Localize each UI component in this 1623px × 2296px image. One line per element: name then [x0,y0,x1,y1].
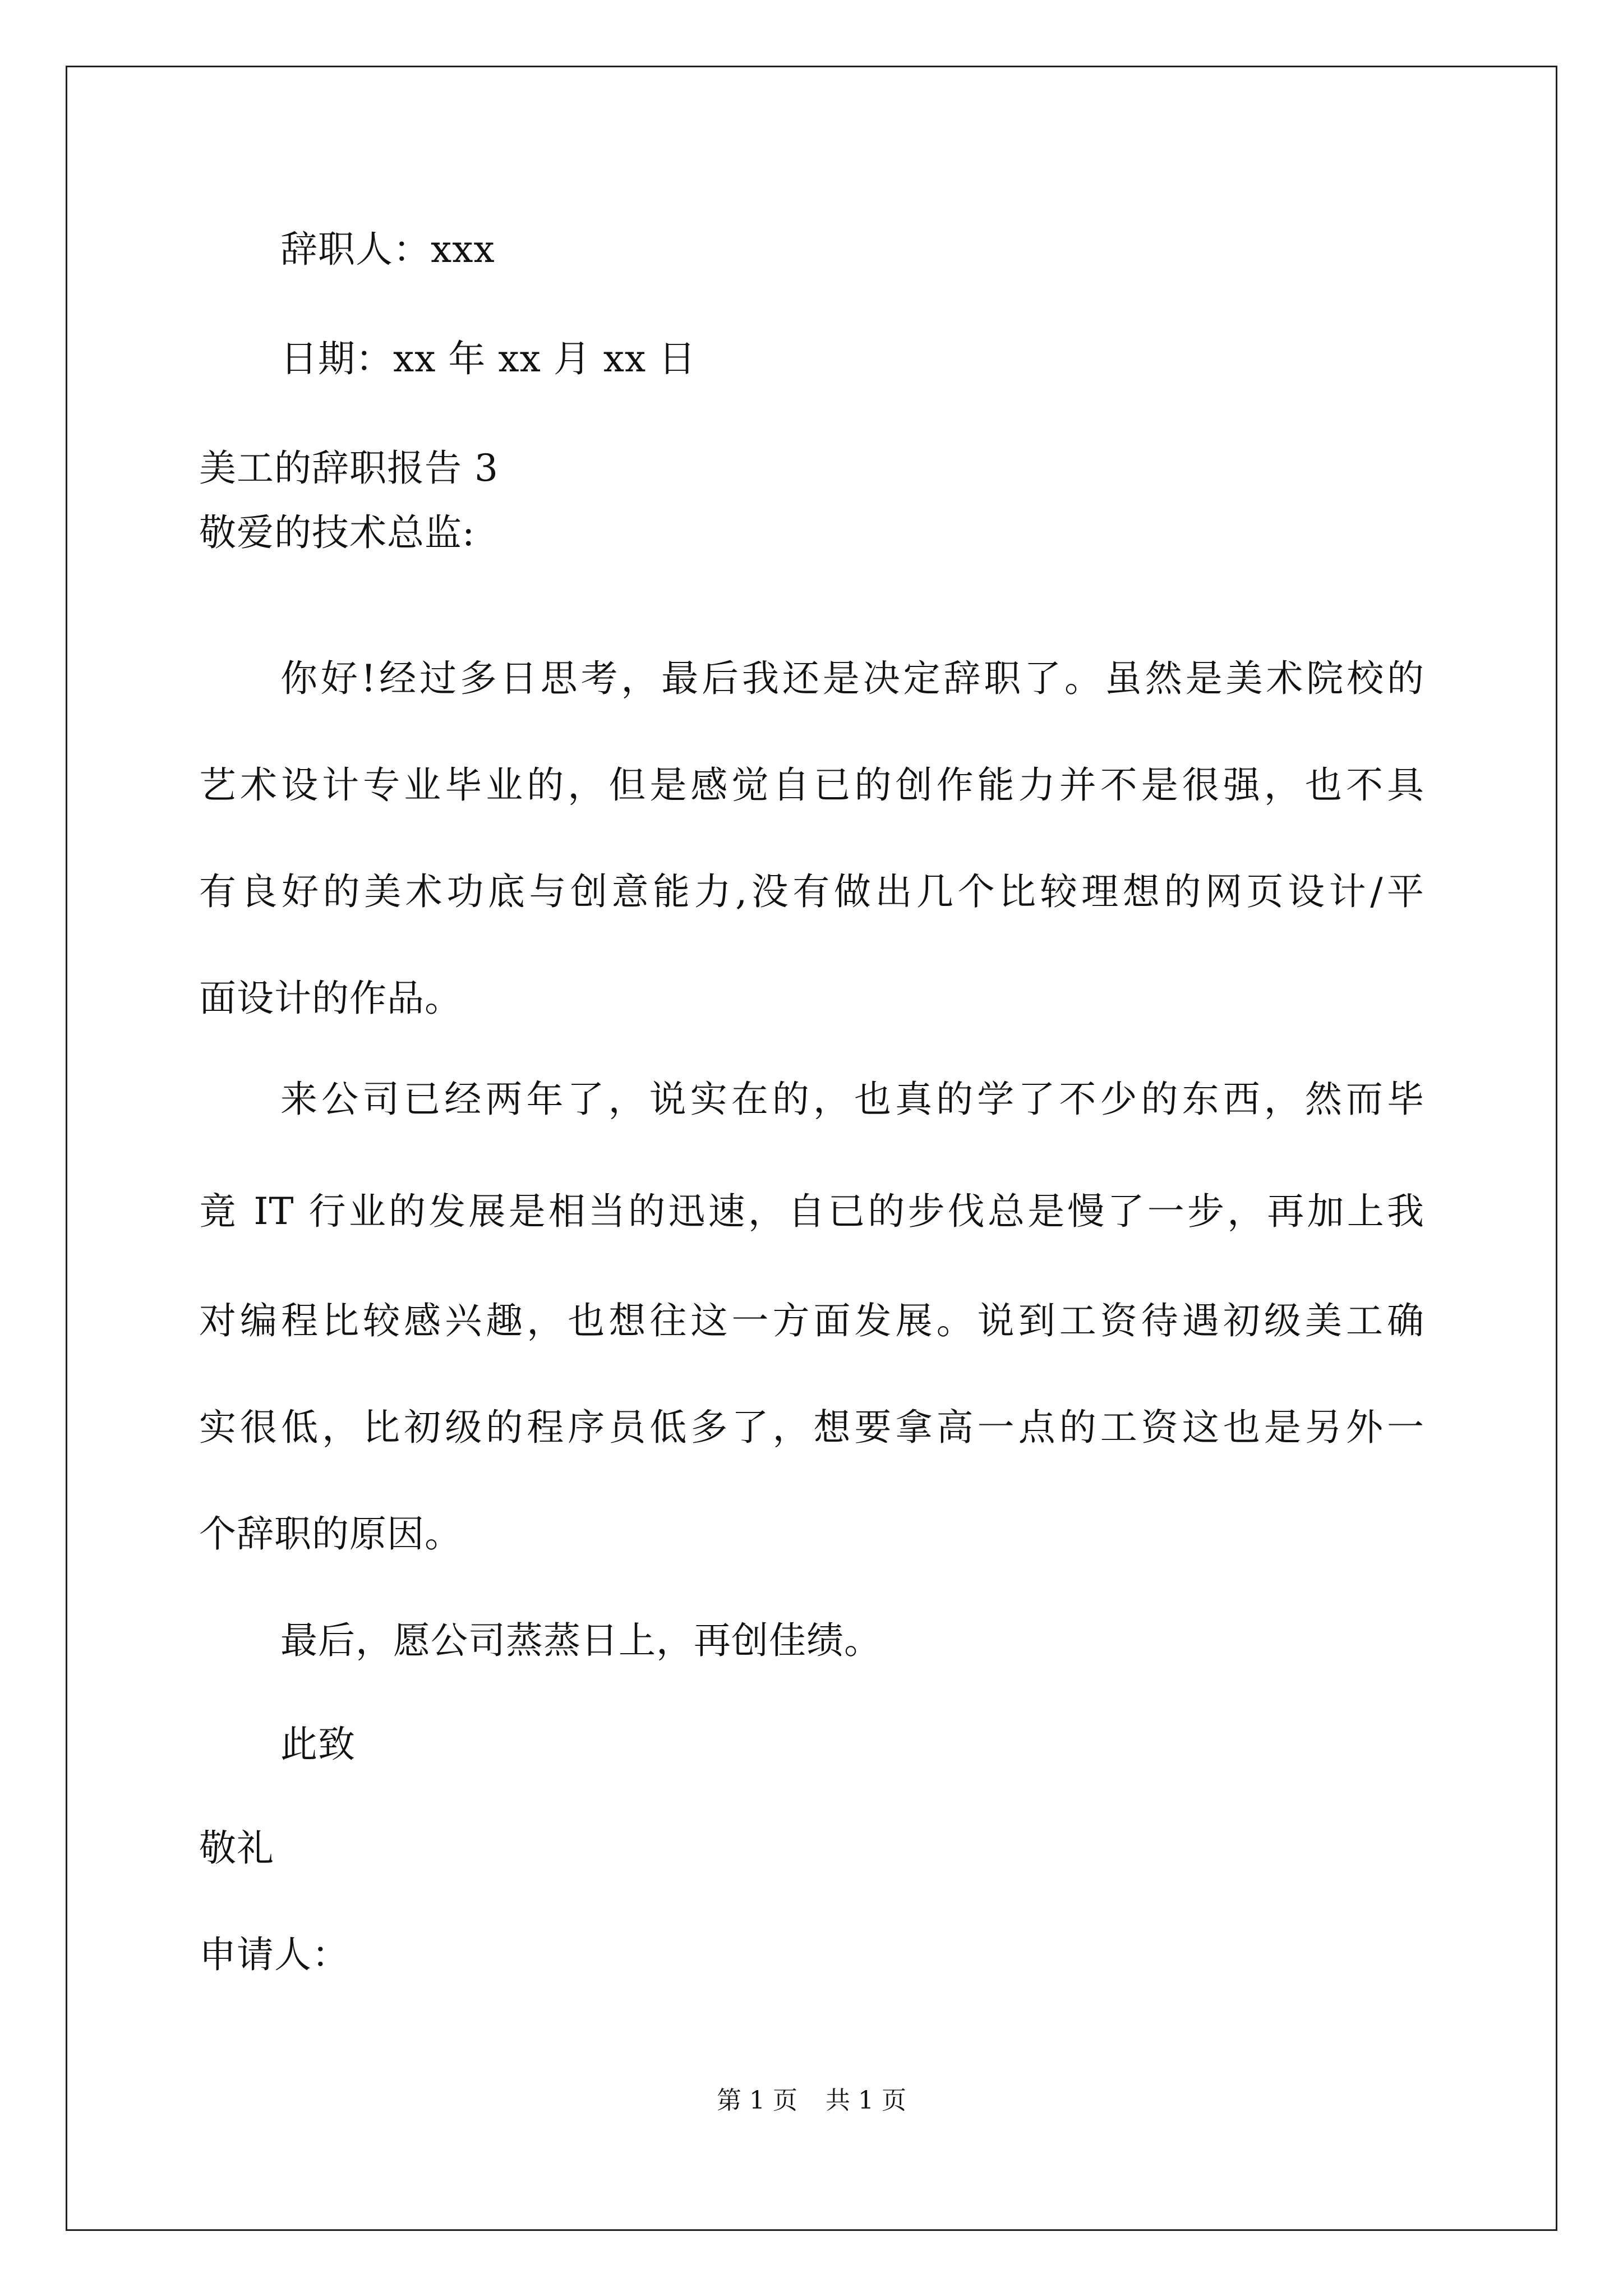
closing-wish: 最后，愿公司蒸蒸日上，再创佳绩。 [280,1619,882,1662]
closing-salute: 敬礼 [199,1826,274,1870]
paragraph-2-line-5: 个辞职的原因。 [199,1512,462,1556]
paragraph-2-line-2: 竟 IT 行业的发展是相当的迅速，自已的步伐总是慢了一步，再加上我 [199,1190,1424,1233]
letter-heading: 美工的辞职报告 3 [199,447,499,490]
paragraph-2-line-1: 来公司已经两年了，说实在的，也真的学了不少的东西，然而毕 [280,1078,1424,1121]
page-number-current: 第 1 页 [717,2086,797,2115]
paragraph-1-line-4: 面设计的作品。 [199,977,462,1020]
paragraph-1-line-2: 艺术设计专业毕业的，但是感觉自已的创作能力并不是很强，也不具 [199,763,1424,807]
paragraph-2-line-3: 对编程比较感兴趣，也想往这一方面发展。说到工资待遇初级美工确 [199,1299,1424,1342]
paragraph-1-line-1: 你好!经过多日思考，最后我还是决定辞职了。虽然是美术院校的 [280,657,1424,700]
paragraph-1-line-3: 有良好的美术功底与创意能力,没有做出几个比较理想的网页设计/平 [199,870,1424,913]
applicant-line: 申请人： [199,1933,349,1976]
page-border [66,66,1557,2231]
closing-regards: 此致 [280,1723,356,1766]
paragraph-2-line-4: 实很低，比初级的程序员低多了，想要拿高一点的工资这也是另外一 [199,1406,1424,1449]
resignee-line: 辞职人：xxx [280,228,495,271]
salutation: 敬爱的技术总监: [199,511,476,554]
page-footer [0,2084,1623,2118]
page-number-total: 共 1 页 [826,2086,906,2115]
date-line: 日期：xx 年 xx 月 xx 日 [280,337,697,380]
